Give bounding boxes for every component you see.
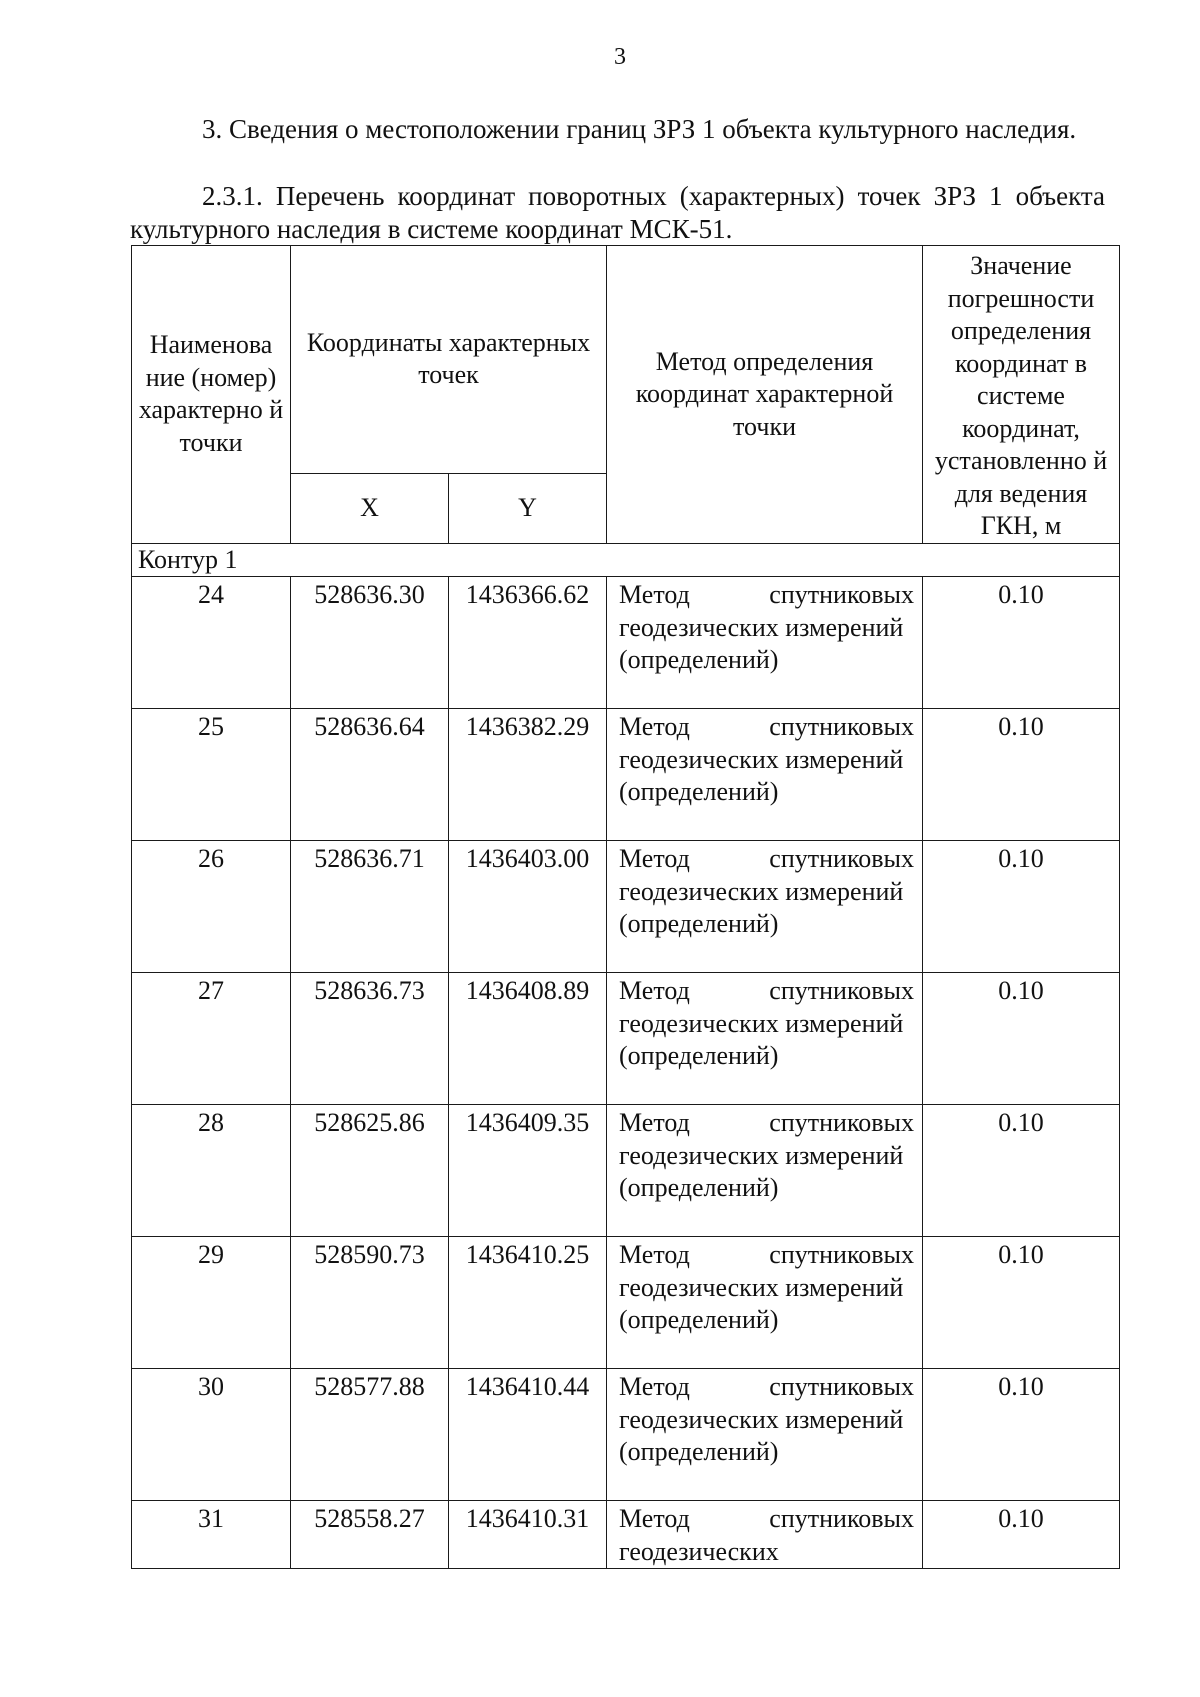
method-word-2: спутниковых bbox=[769, 844, 914, 873]
method-word-2: спутниковых bbox=[769, 976, 914, 1005]
coord-y: 1436366.62 bbox=[449, 577, 607, 709]
method-cell bbox=[607, 841, 923, 973]
error-value: 0.10 bbox=[923, 973, 1120, 1105]
contour-label: Контур 1 bbox=[132, 543, 1120, 577]
error-value: 0.10 bbox=[923, 709, 1120, 841]
coordinates-table bbox=[131, 245, 1120, 1569]
coord-x: 528636.71 bbox=[291, 841, 449, 973]
method-word-1: Метод bbox=[619, 1108, 690, 1137]
error-value: 0.10 bbox=[923, 841, 1120, 973]
method-word-1: Метод bbox=[619, 976, 690, 1005]
coord-y: 1436410.44 bbox=[449, 1369, 607, 1501]
method-cell bbox=[607, 1105, 923, 1237]
section-heading-3: 3. Сведения о местоположении границ ЗРЗ 1 объекта культурного наследия. bbox=[202, 114, 1077, 144]
method-word-2: спутниковых bbox=[769, 1504, 914, 1533]
method-cell bbox=[607, 1501, 923, 1569]
error-value: 0.10 bbox=[923, 1237, 1120, 1369]
method-word-1: Метод bbox=[619, 580, 690, 609]
point-number: 28 bbox=[132, 1105, 291, 1237]
method-word-1: Метод bbox=[619, 1240, 690, 1269]
point-number: 29 bbox=[132, 1237, 291, 1369]
method-rest: геодезических измерений (определений) bbox=[619, 744, 904, 806]
point-number: 26 bbox=[132, 841, 291, 973]
method-rest: геодезических измерений (определений) bbox=[619, 1404, 904, 1466]
method-rest: геодезических bbox=[619, 1536, 779, 1566]
method-word-2: спутниковых bbox=[769, 580, 914, 609]
coord-x: 528636.30 bbox=[291, 577, 449, 709]
point-number: 30 bbox=[132, 1369, 291, 1501]
coord-x: 528636.73 bbox=[291, 973, 449, 1105]
point-number: 24 bbox=[132, 577, 291, 709]
error-value: 0.10 bbox=[923, 577, 1120, 709]
header-method: Метод определения координат характерной точки bbox=[607, 246, 923, 544]
table-row bbox=[132, 1369, 1120, 1501]
table-row bbox=[132, 577, 1120, 709]
page-number: 3 bbox=[614, 44, 626, 70]
method-word-1: Метод bbox=[619, 1504, 690, 1533]
coord-y: 1436410.31 bbox=[449, 1501, 607, 1569]
header-error: Значение погрешности определения координат в системе координат, установленно й для ведения ГКН, м bbox=[923, 246, 1120, 544]
point-number: 25 bbox=[132, 709, 291, 841]
coord-x: 528636.64 bbox=[291, 709, 449, 841]
coord-x: 528577.88 bbox=[291, 1369, 449, 1501]
method-cell bbox=[607, 973, 923, 1105]
method-word-2: спутниковых bbox=[769, 712, 914, 741]
point-number: 31 bbox=[132, 1501, 291, 1569]
header-point-name: Наименова ние (номер) характерно й точки bbox=[132, 246, 291, 544]
method-rest: геодезических измерений (определений) bbox=[619, 1272, 904, 1334]
coord-y: 1436408.89 bbox=[449, 973, 607, 1105]
header-x: X bbox=[291, 473, 449, 543]
table-row bbox=[132, 1501, 1120, 1569]
header-y: Y bbox=[449, 473, 607, 543]
table-row bbox=[132, 973, 1120, 1105]
error-value: 0.10 bbox=[923, 1105, 1120, 1237]
table-row bbox=[132, 1105, 1120, 1237]
method-word-1: Метод bbox=[619, 844, 690, 873]
coord-x: 528625.86 bbox=[291, 1105, 449, 1237]
coord-y: 1436410.25 bbox=[449, 1237, 607, 1369]
method-rest: геодезических измерений (определений) bbox=[619, 1140, 904, 1202]
error-value: 0.10 bbox=[923, 1369, 1120, 1501]
coord-y: 1436403.00 bbox=[449, 841, 607, 973]
method-word-1: Метод bbox=[619, 712, 690, 741]
table-row bbox=[132, 1237, 1120, 1369]
method-word-2: спутниковых bbox=[769, 1372, 914, 1401]
point-number: 27 bbox=[132, 973, 291, 1105]
method-word-2: спутниковых bbox=[769, 1108, 914, 1137]
method-word-1: Метод bbox=[619, 1372, 690, 1401]
section-heading-2-3-1: 2.3.1. Перечень координат поворотных (характерных) точек ЗРЗ 1 объекта культурного наследия в системе координат МСК-51. bbox=[130, 181, 1105, 244]
method-rest: геодезических измерений (определений) bbox=[619, 876, 904, 938]
coord-y: 1436382.29 bbox=[449, 709, 607, 841]
method-cell bbox=[607, 1237, 923, 1369]
method-rest: геодезических измерений (определений) bbox=[619, 1008, 904, 1070]
method-cell bbox=[607, 1369, 923, 1501]
method-cell bbox=[607, 577, 923, 709]
method-cell bbox=[607, 709, 923, 841]
header-coordinates: Координаты характерных точек bbox=[291, 246, 607, 474]
method-word-2: спутниковых bbox=[769, 1240, 914, 1269]
coord-x: 528590.73 bbox=[291, 1237, 449, 1369]
coord-y: 1436409.35 bbox=[449, 1105, 607, 1237]
coord-x: 528558.27 bbox=[291, 1501, 449, 1569]
method-rest: геодезических измерений (определений) bbox=[619, 612, 904, 674]
table-row bbox=[132, 709, 1120, 841]
table-row bbox=[132, 841, 1120, 973]
error-value: 0.10 bbox=[923, 1501, 1120, 1569]
